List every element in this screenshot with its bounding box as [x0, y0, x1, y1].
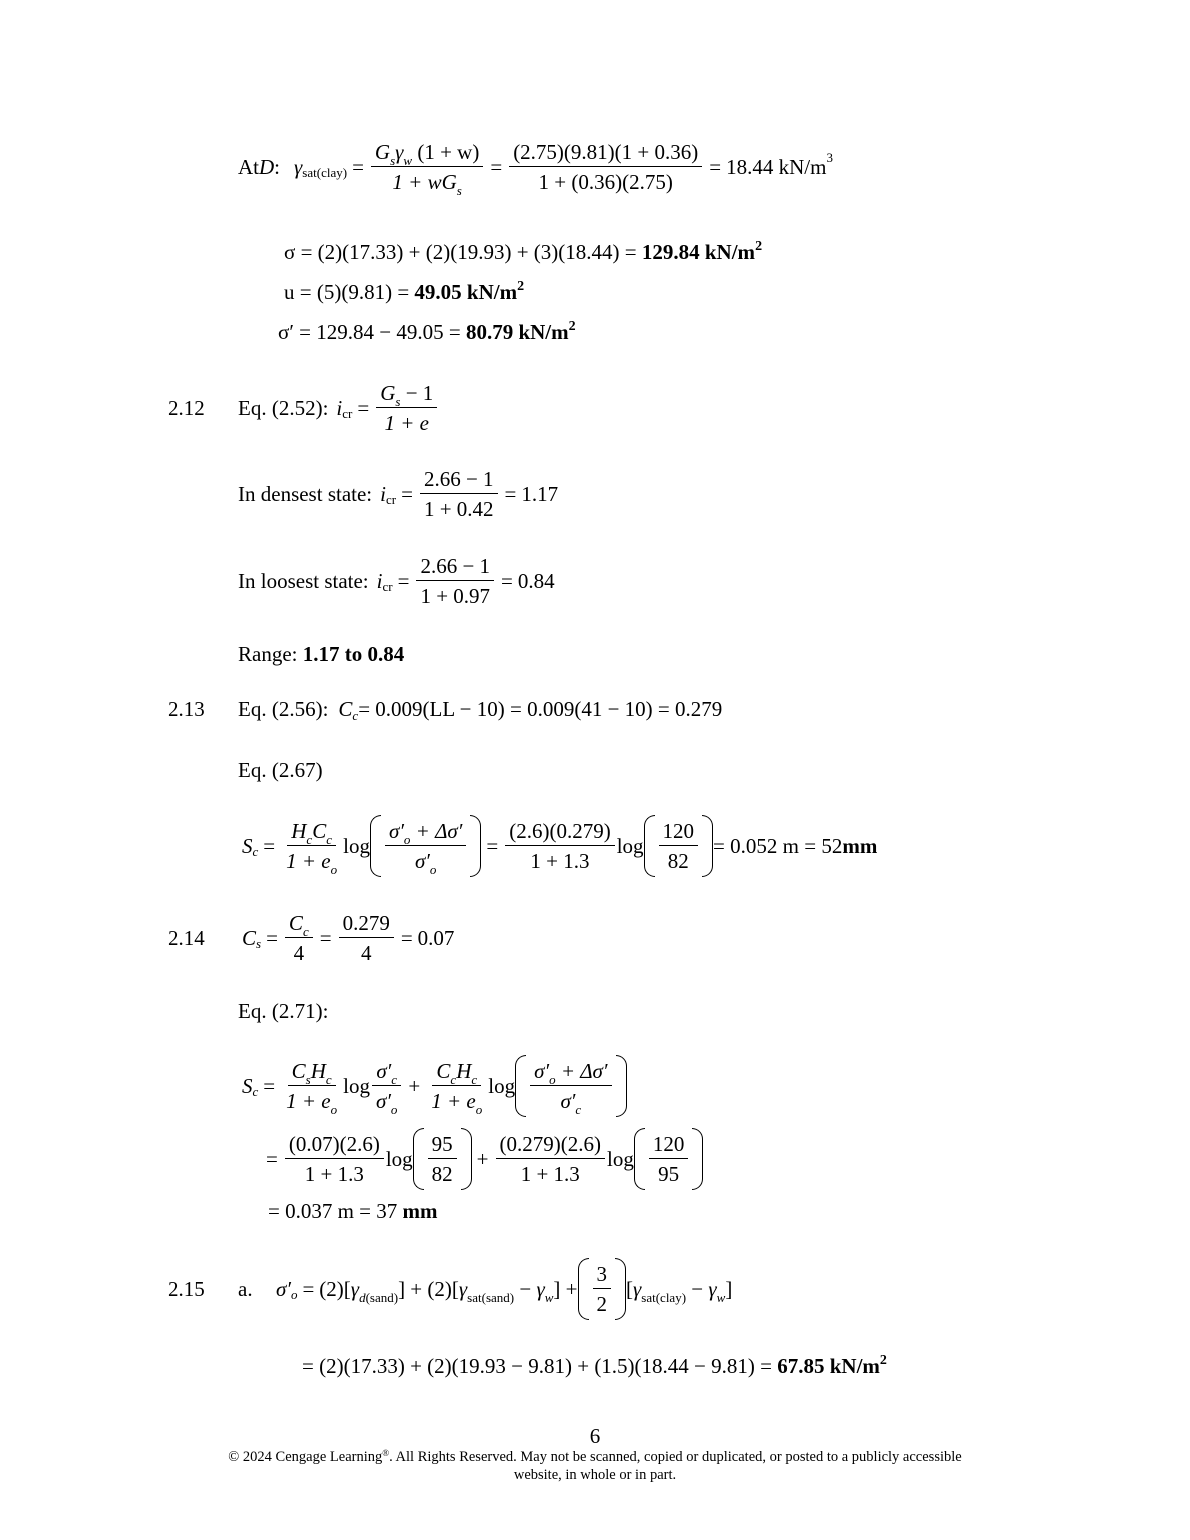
s-sub: s [256, 936, 262, 952]
sigma-prime: σ′ [534, 1058, 550, 1083]
paren-group [413, 1128, 472, 1190]
range-value: 1.17 to 0.84 [302, 642, 405, 666]
sc-sub: c [252, 844, 259, 859]
r2 [649, 1132, 689, 1186]
sigma-result: 129.84 kN/m [641, 240, 756, 264]
settlement-result: = 0.052 m = 52 [713, 833, 843, 858]
eq-2-67-label: Eq. (2.67) [238, 758, 323, 782]
cc-var: C [288, 911, 303, 935]
sc-general-row [242, 1055, 627, 1117]
h-var: H [456, 1058, 472, 1083]
ratio-den: 82 [667, 849, 689, 873]
o-sub: o [330, 862, 338, 877]
plus: + [476, 1146, 489, 1171]
exp-2: 2 [755, 239, 763, 254]
numeric-den: 1 + 1.3 [530, 849, 590, 873]
gs-var: G [380, 381, 396, 405]
den-4: 4 [293, 941, 305, 966]
log-text: log [488, 1073, 516, 1098]
problem-number: 2.13 [168, 697, 205, 721]
cr-sub: cr [342, 406, 353, 422]
cc-hc-fraction [427, 1058, 486, 1117]
left-paren [578, 1258, 589, 1320]
eq-label: Eq. (2.56): [238, 697, 329, 721]
sigma-prime: σ′ [560, 1089, 576, 1113]
c-var: C [312, 818, 327, 843]
log-text: log [607, 1146, 634, 1171]
sc-var: S [242, 1073, 253, 1098]
range-line [238, 642, 404, 667]
copyright-rest: . All Rights Reserved. May not be scanned, copied or duplicated, or posted to a publicly accessible [389, 1449, 962, 1465]
one-plus-w: (1 + w) [417, 140, 480, 164]
paren-group [578, 1258, 627, 1320]
cs-result: 0.07 [417, 925, 455, 950]
stress-ratio [385, 818, 466, 877]
numeric-num: (2.6)(0.279) [505, 819, 614, 846]
right-paren [470, 815, 481, 877]
right-paren [616, 1055, 627, 1117]
equals: = [266, 925, 278, 950]
range-label: Range: [238, 642, 303, 666]
loosest-fraction [416, 554, 494, 608]
f2 [496, 1132, 605, 1186]
copyright-line-2: website, in whole or in part. [513, 1467, 677, 1483]
equals: = [263, 1073, 276, 1098]
copyright-text: © 2024 Cengage Learning [228, 1449, 383, 1465]
c-sub: c [325, 1071, 332, 1087]
den-numeric: 1 + (0.36)(2.75) [538, 170, 673, 195]
gs-var: G [374, 140, 391, 164]
two: 2 [596, 1292, 607, 1316]
sc-numeric-row [266, 1128, 703, 1190]
cr-sub: cr [385, 492, 397, 508]
i-var: i [380, 481, 386, 506]
loosest-state-line [238, 554, 555, 608]
term-3: $[\gamma_{sat(clay)} - \gamma_w]$ [626, 1276, 733, 1305]
gamma-symbol: γ [294, 154, 303, 179]
equals: = [490, 154, 503, 179]
equals: = [709, 154, 722, 179]
c-sub: c [391, 1071, 398, 1087]
left-paren [644, 815, 655, 877]
hc-cc-fraction [282, 818, 341, 877]
cs-var: C [242, 925, 257, 950]
numeric-fraction [505, 819, 614, 873]
stress-ratio [530, 1058, 611, 1117]
fraction-numeric [509, 140, 702, 194]
h-var: H [310, 1058, 326, 1083]
cc-over-4 [285, 911, 313, 965]
w-sub: w [403, 153, 413, 168]
exp-2: 2 [568, 319, 576, 334]
c-sub: c [306, 831, 313, 847]
gs-sub: s [395, 394, 401, 409]
log-text: log [343, 833, 370, 858]
o-sub: o [475, 1102, 483, 1117]
sigma-prime: σ′ [276, 1276, 291, 1301]
equals: = [263, 833, 276, 858]
c-sub: c [450, 1071, 457, 1087]
problem-number: 2.12 [168, 395, 205, 420]
i-var: i [336, 395, 343, 420]
den-4: 4 [360, 941, 372, 966]
sigma-eq: σ = (2)(17.33) + (2)(19.93) + (3)(18.44) = [284, 240, 642, 264]
equals: = [397, 568, 410, 593]
den-wgs: 1 + wG [392, 170, 457, 195]
u-result: 49.05 kN/m [414, 280, 518, 304]
u-line [284, 280, 524, 305]
gamma-sat-sub: sat(clay) [302, 165, 348, 181]
one-plus-eo: 1 + e [431, 1089, 476, 1113]
eq-label: Eq. (2.52): [238, 395, 329, 420]
paren-group [370, 815, 481, 877]
equals: = [302, 1276, 315, 1301]
ratio-num: 120 [659, 819, 699, 846]
colon: : [274, 154, 281, 179]
log-text: log [385, 1146, 413, 1171]
c-var: C [291, 1058, 306, 1083]
minus-one: − 1 [400, 381, 434, 405]
r1 [428, 1132, 457, 1186]
equals: = [486, 833, 499, 858]
loosest-result: 0.84 [517, 568, 555, 593]
r1-num: 95 [428, 1132, 457, 1159]
cr-sub: cr [382, 579, 393, 595]
den-s-sub: s [456, 183, 462, 199]
sigma-prime-result: 80.79 kN/m [465, 320, 569, 344]
copyright-line-1 [0, 1449, 1190, 1466]
num-numeric: (2.75)(9.81)(1 + 0.36) [509, 140, 702, 167]
exp-2: 2 [517, 279, 525, 294]
registered-mark: ® [382, 1448, 390, 1458]
c-sub: c [575, 1102, 582, 1117]
effective-stress-value: 67.85 kN/m [777, 1354, 880, 1378]
problem-2-14 [168, 911, 454, 965]
ratio-fraction [659, 819, 699, 873]
problem-2-12 [168, 381, 439, 435]
mm-unit: mm [402, 1199, 438, 1223]
three: 3 [593, 1262, 612, 1289]
eq-at-d [238, 140, 833, 199]
cc-sub: c [352, 707, 359, 723]
o-sub: o [330, 1102, 338, 1117]
problem-number: 2.15 [168, 1276, 205, 1301]
c-sub: c [252, 1084, 259, 1099]
point-d: D [259, 154, 275, 179]
right-paren [615, 1258, 626, 1320]
h-var: H [291, 818, 307, 843]
sc-result-row [268, 1199, 438, 1224]
r2-den: 95 [658, 1162, 680, 1186]
num-0279: 0.279 [339, 911, 394, 938]
one-plus-eo: 1 + e [286, 1089, 331, 1113]
plus-delta-sigma: + Δσ′ [555, 1058, 608, 1083]
sc-var: S [242, 833, 253, 858]
densest-result: 1.17 [521, 481, 559, 506]
o-sub: o [403, 831, 411, 847]
densest-label: In densest state: [238, 481, 373, 506]
exp-3: 3 [826, 150, 833, 166]
densest-state-line [238, 467, 558, 521]
log-text: log [343, 1073, 370, 1098]
cc-equation: = 0.009(LL − 10) = 0.009(41 − 10) = 0.279 [358, 697, 723, 721]
fraction-general [371, 140, 483, 199]
sigma-prime: σ′ [414, 849, 430, 873]
problem-number: 2.14 [168, 925, 205, 950]
settlement-equation [242, 815, 877, 877]
equals: = [501, 568, 513, 593]
problem-2-15 [168, 1258, 732, 1320]
sigma-prime-eq: σ′ = 129.84 − 49.05 = [278, 320, 466, 344]
equals: = [400, 925, 413, 950]
plus: + [408, 1073, 421, 1098]
c-sub: c [326, 831, 332, 847]
s-sub: s [305, 1071, 311, 1087]
o-sub: o [429, 862, 437, 877]
plus-delta-sigma: + Δσ′ [410, 818, 463, 843]
paren-group [515, 1055, 626, 1117]
r1-den: 82 [431, 1162, 453, 1186]
exp-2: 2 [879, 1353, 887, 1368]
sigma-prime: σ′ [376, 1058, 392, 1083]
f2-num: (0.279)(2.6) [496, 1132, 605, 1159]
one-plus-eo: 1 + e [286, 849, 331, 873]
o-sub: o [390, 1102, 398, 1117]
equals: = [266, 1146, 278, 1171]
log-text: log [616, 833, 644, 858]
equals: = [357, 395, 370, 420]
unit-weight-result: 18.44 kN/m [726, 154, 827, 179]
right-paren [692, 1128, 703, 1190]
paren-group [644, 815, 714, 877]
one-plus-e: 1 + e [384, 411, 429, 436]
cc-var: C [338, 697, 353, 721]
paren-group [634, 1128, 704, 1190]
sc-result: = 0.037 m = 37 [268, 1199, 403, 1223]
o-sub: o [549, 1071, 556, 1087]
loosest-label: In loosest state: [238, 568, 369, 593]
f1-num: (0.07)(2.6) [285, 1132, 384, 1159]
f2-den: 1 + 1.3 [520, 1162, 580, 1186]
mm-unit: mm [842, 833, 878, 858]
value-over-4 [339, 911, 394, 965]
i-var: i [376, 568, 383, 593]
page-number: 6 [589, 1424, 601, 1448]
densest-den: 1 + 0.42 [423, 497, 494, 522]
c-sub: c [471, 1071, 478, 1087]
c-sub: c [302, 924, 309, 939]
sigma-line [284, 240, 762, 265]
sigma-prime: σ′ [388, 818, 404, 843]
equals: = [352, 154, 364, 179]
part-a: a. [238, 1276, 253, 1301]
left-paren [515, 1055, 526, 1117]
densest-fraction [420, 467, 498, 521]
u-eq: u = (5)(9.81) = [284, 280, 415, 304]
gamma-w: γ [395, 140, 404, 164]
loosest-den: 1 + 0.97 [420, 584, 491, 609]
o-sub: o [290, 1287, 298, 1302]
sigma-prime-line [278, 320, 576, 345]
left-paren [413, 1128, 424, 1190]
densest-num: 2.66 − 1 [420, 467, 498, 494]
left-paren [370, 815, 381, 877]
f1-den: 1 + 1.3 [304, 1162, 364, 1186]
equals: = [504, 481, 517, 506]
equals: = [319, 925, 332, 950]
sigc-over-sigo [372, 1058, 401, 1117]
left-paren [634, 1128, 645, 1190]
effective-stress-eq: = (2)(17.33) + (2)(19.93 − 9.81) + (1.5)(18.44 − 9.81) = [302, 1354, 778, 1378]
f1 [285, 1132, 384, 1186]
problem-2-13 [168, 697, 722, 722]
right-paren [702, 815, 713, 877]
eq-2-71-label: Eq. (2.71): [238, 999, 329, 1023]
at-label: At [238, 154, 259, 179]
loosest-num: 2.66 − 1 [416, 554, 494, 581]
effective-stress-result [302, 1354, 887, 1379]
c-var: C [436, 1058, 451, 1083]
r2-num: 120 [649, 1132, 689, 1159]
right-paren [461, 1128, 472, 1190]
three-halves [593, 1262, 612, 1316]
equals: = [401, 481, 413, 506]
sigma-prime: σ′ [375, 1089, 391, 1113]
gs-sub: s [390, 153, 396, 168]
icr-fraction [376, 381, 437, 435]
cs-hc-fraction [282, 1058, 341, 1117]
term-1: $(2)[\gamma_{d(sand)}] + (2)[\gamma_{sat(sand)} - \gamma_w]$ + [319, 1276, 578, 1305]
